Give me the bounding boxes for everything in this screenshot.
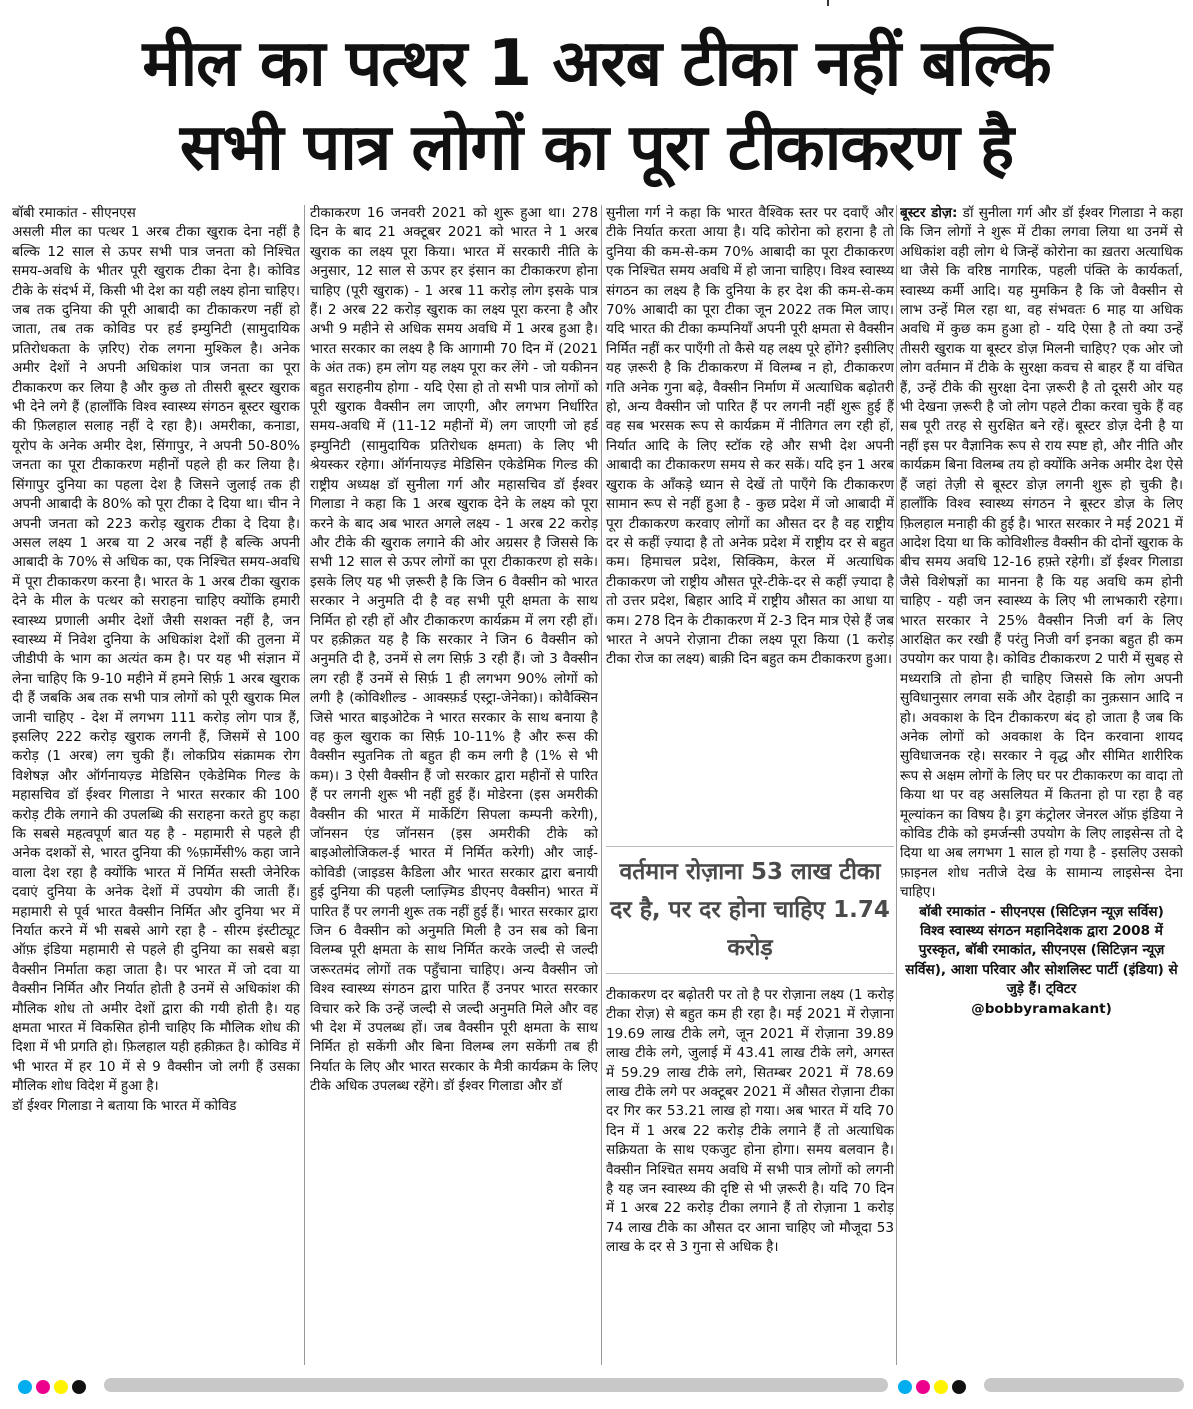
yellow-dot-icon: [54, 1380, 68, 1394]
color-registration-left: [18, 1376, 90, 1396]
column-3: [606, 204, 894, 1372]
body-paragraph: [900, 204, 1183, 903]
cyan-dot-icon: [18, 1380, 32, 1394]
section-text: डॉ सुनीला गर्ग और डॉ ईश्वर गिलाडा ने कहा कि जिन लोगों ने शुरू में टीका लगवा लिया था उनमें से अधिकांश वही लोग थे जिन्हें कोरोना का ख़तरा अत्याधिक था जैसे कि वरिष्ठ नागरिक, पहली पंक्ति के कार्यकर्ता, स्वास्थ्य कर्मी आदि। यह मुमकिन है कि जो वैक्सीन से लाभ उन्हें मिल रहा था, वह संभवतः 6 माह या अधिक अवधि में कुछ कम हुआ हो - यदि ऐसा है तो क्या उन्हें तीसरी खुराक या बूस्टर डोज़ मिलनी चाहिए? एक ओर जो लोग वर्तमान में टीके के सुरक्षा कवच से बाहर हैं या वंचित हैं, उन्हें टीके की सुरक्षा देना ज़रूरी है तो दूसरी ओर यह भी देखना ज़रूरी है जो लोग पहले टीका करवा चुके हैं वह सब पूरी तरह से सुरक्षित बने रहें। बूस्टर डोज़ देनी है या नहीं इस पर वैज्ञानिक रूप से राय स्पष्ट हो, और नीति और कार्यक्रम बिना विलम्ब तय हो क्योंकि अनेक अमीर देश ऐसे हैं जहां तेज़ी से बूस्टर डोज़ लगनी शुरू हो चुकी है। हालाँकि विश्व स्वास्थ्य संगठन ने बूस्टर डोज़ के लिए फ़िलहाल मनाही की हुई है। भारत सरकार ने मई 2021 में आदेश दिया था कि कोविशील्ड वैक्सीन की दोनों खुराक के बीच समय अवधि 12-16 हफ़्ते रहेगी। डॉ ईश्वर गिलाडा जैसे विशेषज्ञों का मानना है कि यह अवधि कम होनी चाहिए - यही जन स्वास्थ्य के लिए भी लाभकारी रहेगा। भारत सरकार ने 25% वैक्सीन निजी वर्ग के लिए आरक्षित कर रखी हैं परंतु निजी वर्ग इनका बहुत ही कम उपयोग कर पाया है। कोविड टीकाकरण 2 पारी में सुबह से मध्यरात्रि तो होना ही चाहिए जिससे कि लोग अपनी सुविधानुसार लगवा सकें और देहाड़ी का नुक़सान आदि न हो। अवकाश के दिन टीकाकरण बंद हो जाता है जब कि अनेक लोगों को अवकाश के दिन करवाना शायद सुविधाजनक रहे। सरकार ने वृद्ध और सीमित शारीरिक रूप से अक्षम लोगों के लिए घर पर टीकाकरण का वादा तो किया था पर वह असलियत में कितना हो पा रहा है वह मूल्यांकन का विषय है। ड्रग कंट्रोलर जेनरल ऑफ़ इंडिया ने कोविड टीके को इमर्जन्सी उपयोग के लिए लाइसेन्स तो दे दिया था अब लगभग 1 साल हो गया है - इसलिए उसको फ़ाइनल शोध नतीजे देख के सामान्य लाइसेन्स देना चाहिए।: [900, 205, 1183, 901]
column-rule: [304, 205, 305, 1365]
headline: [10, 22, 1183, 190]
headline-line-1: मील का पत्थर 1 अरब टीका नहीं बल्कि: [142, 27, 1051, 101]
body-paragraph: टीकाकरण 16 जनवरी 2021 को शुरू हुआ था। 278 दिन के बाद 21 अक्टूबर 2021 को भारत ने 1 अरब खुराक का लक्ष्य पूरा किया। भारत में सरकारी नीति के अनुसार, 12 साल से ऊपर हर इंसान का टीकाकरण होना चाहिए (पूरी खुराक) - 1 अरब 11 करोड़ लोग इसके पात्र हैं। 2 अरब 22 करोड़ खुराक का लक्ष्य पूरा करना है और अभी 9 महीने से अधिक समय अवधि में 1 अरब हुआ है। भारत सरकार का लक्ष्य है कि आगामी 70 दिन में (2021 के अंत तक) हम लोग यह लक्ष्य पूरा कर लेंगे - जो यकीनन बहुत सराहनीय होगा - यदि ऐसा हो तो सभी पात्र लोगों को पूरी खुराक वैक्सीन लग जाएगी, और लगभग निर्धारित समय-अवधि में (11-12 महीनों में) लग जाएगी जो हर्ड इम्युनिटी (सामुदायिक प्रतिरोधक क्षमता) के लिए भी श्रेयस्कर रहेगा। ऑर्गनायज़्ड मेडिसिन एकेडेमिक गिल्ड की राष्ट्रीय अध्यक्ष डॉ सुनीला गर्ग और महासचिव डॉ ईश्वर गिलाडा ने कहा कि 1 अरब खुराक देने के लक्ष्य को पूरा करने के बाद अब भारत अगले लक्ष्य - 1 अरब 22 करोड़ और टीके की खुराक लगाने की ओर अग्रसर है जिससे कि सभी 12 साल से ऊपर लोगों का पूरा टीकाकरण हो सके। इसके लिए यह भी ज़रूरी है कि जिन 6 वैक्सीन को भारत सरकार ने अनुमति दी है वह सभी पूरी क्षमता के साथ निर्मित हो रही हों और टीकाकरण कार्यक्रम में लग रही हों। पर हक़ीक़त यह है कि सरकार ने जिन 6 वैक्सीन को अनुमति दी है, उनमें से लग सिर्फ़ 3 रही हैं। जो 3 वैक्सीन लग रही हैं उनमें से सिर्फ़ 1 ही लगभग 90% लोगों को लगी है (कोविशील्ड - आक्स्फ़र्ड एस्ट्रा-जेनेका)। कोवैक्सिन जिसे भारत बाइओटेक ने भारत सरकार के साथ बनाया है वह कुल खुराक का सिर्फ़ 10-11% है और रूस की वैक्सीन स्पुतनिक तो बहुत ही कम लगी है (1% से भी कम)। 3 ऐसी वैक्सीन हैं जो सरकार द्वारा महीनों से पारित हैं पर लगनी शुरू भी नहीं हुई हैं। मोडेरना (इस अमरीकी वैक्सीन की भारत में मार्केटिंग सिपला कम्पनी करेगी), जॉनसन एंड जॉनसन (इस अमरीकी टीके को बाइओलोजिकल-ई भारत में निर्मित करेगी) और जाई-कोविडी (जाइडस कैडिला और भारत सरकार द्वारा बनायी हुई दुनिया की पहली प्लाज़्मिड डीएनए वैक्सीन) भारत में पारित हैं पर लगनी शुरू तक नहीं हुई हैं। भारत सरकार द्वारा जिन 6 वैक्सीन को अनुमति मिली है उन सब को बिना विलम्ब पूरी क्षमता के साथ निर्मित करके जल्दी से जल्दी जरूरतमंद लोगों तक पहुँचाना चाहिए। अन्य वैक्सीन जो विश्व स्वास्थ्य संगठन द्वारा पारित हैं उनपर भारत सरकार विचार करे कि उन्हें जल्दी से जल्दी अनुमति मिले और वह भी देश में उपलब्ध हों। जब वैक्सीन पूरी क्षमता के साथ निर्मित हो सकेंगी और बिना विलम्ब लग सकेंगी तब ही निर्यात के लिए और भारत सरकार के मैत्री कार्यक्रम के लिए टीके अधिक उपलब्ध रहेंगे। डॉ ईश्वर गिलाडा और डॉ: [310, 205, 598, 1095]
body-paragraph: सुनीला गर्ग ने कहा कि भारत वैश्विक स्तर पर दवाएँ और टीके निर्यात करता आया है। यदि कोरोना को हराना है तो दुनिया की कम-से-कम 70% आबादी का पूरा टीकाकरण एक निश्चित समय अवधि में हो जाना चाहिए। विश्व स्वास्थ्य संगठन का लक्ष्य है कि दुनिया के हर देश की कम-से-कम 70% आबादी का पूरा टीका जून 2022 तक मिल जाए। यदि भारत की टीका कम्पनियाँ अपनी पूरी क्षमता से वैक्सीन निर्मित नहीं कर पाएँगी तो कैसे यह लक्ष्य पूरे होंगे? इसीलिए यह ज़रूरी है कि टीकाकरण में विलम्ब न हो, टीकाकरण गति अनेक गुना बढ़े, वैक्सीन निर्माण में अत्याधिक बढ़ोतरी हो, अन्य वैक्सीन जो पारित हैं पर लगनी नहीं शुरू हुई हैं वह सब भरसक रूप से कार्यक्रम में नीतिगत लग रही हों, निर्यात आदि के लिए स्टॉक रहे और सभी देश अपनी आबादी का टीकाकरण समय से कर सकें। यदि इन 1 अरब खुराक के आँकड़े ध्यान से देखें तो पाएँगे कि टीकाकरण सामान रूप से नहीं हुआ है - कुछ प्रदेश में जो आबादी में पूरा टीकाकरण करवाए लोगों का औसत दर है वह राष्ट्रीय दर से कहीं ज़्यादा है तो अनेक प्रदेश में राष्ट्रीय दर से बहुत कम। हिमाचल प्रदेश, सिक्किम, केरल में अत्याधिक टीकाकरण जो राष्ट्रीय औसत पूरे-टीके-दर से कहीं ज़्यादा है तो उत्तर प्रदेश, बिहार आदि में राष्ट्रीय औसत का आधा या कम। 278 दिन के टीकाकरण में 2-3 दिन मात्र ऐसे हैं जब भारत ने अपने रोज़ाना टीका लक्ष्य पूरा किया (1 करोड़ टीका रोज का लक्ष्य) बाक़ी दिन बहुत कम टीकाकरण हुआ।: [606, 205, 894, 668]
headline-line-2: सभी पात्र लोगों का पूरा टीकाकरण है: [179, 111, 1014, 185]
byline: बॉबी रमाकांत - सीएनएस: [12, 205, 136, 221]
black-dot-icon: [952, 1380, 966, 1394]
twitter-handle: @bobbyramakant): [971, 1000, 1112, 1017]
registration-bar: [984, 1378, 1184, 1392]
body-paragraph: असली मील का पत्थर 1 अरब टीका खुराक देना नहीं है बल्कि 12 साल से ऊपर सभी पात्र जनता को निश्चित समय-अवधि के भीतर पूरी खुराक टीका देना है। कोविड टीके के संदर्भ में, किसी भी देश का यही लक्ष्य होना चाहिए। जब तक दुनिया की पूरी आबादी का टीकाकरण नहीं हो जाता, तब तक कोविड पर हर्ड इम्युनिटी (सामुदायिक प्रतिरोधकता के ज़रिए) रोक लगना मुश्किल है। अनेक अमीर देशों ने अपनी अधिकांश पात्र जनता का पूरा टीकाकरण कर लिया है और कुछ तो तीसरी बूस्टर खुराक भी देने लगे हैं (हालाँकि विश्व स्वास्थ्य संगठन बूस्टर खुराक की फ़िलहाल सलाह नहीं दे रहा है)। अमरीका, कनाडा, यूरोप के अनेक अमीर देश, सिंगापुर, ने अपनी 50-80% जनता का पूरा टीकाकरण महीनों पहले ही कर लिया है। सिंगापुर दुनिया का पहला देश है जिसने जुलाई तक ही अपनी आबादी के 80% को पूरा टीका दे दिया था। चीन ने अपनी जनता को 223 करोड़ खुराक टीका दे दिया है। असल लक्ष्य 1 अरब या 2 अरब नहीं है बल्कि अपनी आबादी के 70% से अधिक का, एक निश्चित समय-अवधि में पूरा टीकाकरण करना है। भारत के 1 अरब टीका खुराक देने के मील के पत्थर को सराहना चाहिए क्योंकि हमारी स्वास्थ्य प्रणाली अमीर देशों जैसी सशक्त नहीं है, जन स्वास्थ्य में निवेश दुनिया के अधिकांश देशों की तुलना में जीडीपी के भाग का अत्यंत कम है। पर यह भी संज्ञान में लेना चाहिए कि 9-10 महीने में हमने सिर्फ़ 1 अरब खुराक दी हैं जबकि अब तक सभी पात्र लोगों को पूरी खुराक मिल जानी चाहिए - देश में लगभग 111 करोड़ लोग पात्र हैं, इसलिए 222 करोड़ खुराक लगनी हैं, जिसमें से 100 करोड़ (1 अरब) लग चुकी हैं। लोकप्रिय संक्रामक रोग विशेषज्ञ और ऑर्गनायज़्ड मेडिसिन एकेडेमिक गिल्ड के महासचिव डॉ ईश्वर गिलाडा ने भारत सरकार की 100 करोड़ टीके लगाने की उपलब्धि की सराहना करते हुए कहा कि सबसे महत्वपूर्ण बात यह है - महामारी से पहले ही अनेक दशकों से, भारत दुनिया की %फ़ार्मेसी% कहा जाने वाला देश रहा है क्योंकि भारत में निर्मित सस्ती जेनेरिक दवाएं दुनिया के अनेक देशों में उपयोग की जाती हैं। महामारी से पूर्व भारत वैक्सीन निर्मित और दुनिया भर में निर्यात करने में भी सबसे आगे रहा है - सीरम इंस्टीट्यूट ऑफ़ इंडिया महामारी से पहले ही दुनिया का सबसे बड़ा वैक्सीन निर्माता कहा जाता है। पर भारत में जो दवा या वैक्सीन निर्मित और निर्यात होती है उनमें से अधिकांश की मौलिक शोध तो अमीर देशों द्वारा की गयी होती है। यह क्षमता भारत में विकसित होनी चाहिए कि मौलिक शोध की दिशा में भी प्रगति हो। फ़िलहाल यही हक़ीक़त है। कोविड में भी भारत में हर 10 में से 9 वैक्सीन जो लगी हैं उसका मौलिक शोध विदेश में हुआ है।: [12, 224, 300, 1095]
column-rule: [601, 205, 602, 1365]
column-3-lower: [606, 986, 894, 1258]
column-1: [12, 204, 300, 1372]
magenta-dot-icon: [36, 1380, 50, 1394]
color-registration-right: [898, 1376, 970, 1396]
author-bio: विश्व स्वास्थ्य संगठन महानिदेशक द्वारा 2008 में पुरस्कृत, बॉबी रमाकांत, सीएनएस (सिटिज़न न्यूज़ सर्विस), आशा परिवार और सोशलिस्ट पार्टी (इंडिया) से जुड़े हैं। ट्विटर: [905, 923, 1178, 998]
pull-quote: वर्तमान रोज़ाना 53 लाख टीका दर है, पर दर होना चाहिए 1.74 करोड़: [606, 846, 894, 974]
author-signature: बॉबी रमाकांत - सीएनएस (सिटिज़न न्यूज़ सर्विस): [919, 903, 1164, 920]
body-paragraph: डॉ ईश्वर गिलाडा ने बताया कि भारत में कोविड: [12, 1097, 237, 1114]
body-paragraph: टीकाकरण दर बढ़ोतरी पर तो है पर रोज़ाना लक्ष्य (1 करोड़ टीका रोज़) से बहुत कम ही रहा है। मई 2021 में रोज़ाना 19.69 लाख टीके लगे, जून 2021 में रोज़ाना 39.89 लाख टीके लगे, जुलाई में 43.41 लाख टीके लगे, अगस्त में 59.29 लाख टीके लगे, सितम्बर 2021 में 78.69 लाख टीके लगे पर अक्टूबर 2021 में औसत रोज़ाना टीका दर गिर कर 53.21 लाख हो गया। अब भारत में यदि 70 दिन में 1 अरब 22 करोड़ टीके लगाने हैं तो अत्याधिक सक्रियता के साथ एकजुट होना होगा। समय बलवान है। वैक्सीन निश्चित समय अवधि में सभी पात्र लोगों को लगनी है यह जन स्वास्थ्य की दृष्टि से भी ज़रूरी है। यदि 70 दिन में 1 अरब 22 करोड़ टीका लगाने हैं तो रोज़ाना 1 करोड़ 74 लाख टीके का औसत दर आना चाहिए जो मौजूदा 53 लाख के दर से 3 गुना से अधिक है।: [606, 987, 894, 1256]
black-dot-icon: [72, 1380, 86, 1394]
yellow-dot-icon: [934, 1380, 948, 1394]
magenta-dot-icon: [916, 1380, 930, 1394]
cyan-dot-icon: [898, 1380, 912, 1394]
section-lead: बूस्टर डोज़:: [900, 205, 958, 221]
column-4: [900, 204, 1183, 1372]
column-3-upper: [606, 204, 894, 834]
column-2: [310, 204, 598, 1372]
top-crop-mark: [827, 0, 829, 6]
column-rule: [896, 205, 897, 1365]
registration-bar: [104, 1378, 888, 1392]
